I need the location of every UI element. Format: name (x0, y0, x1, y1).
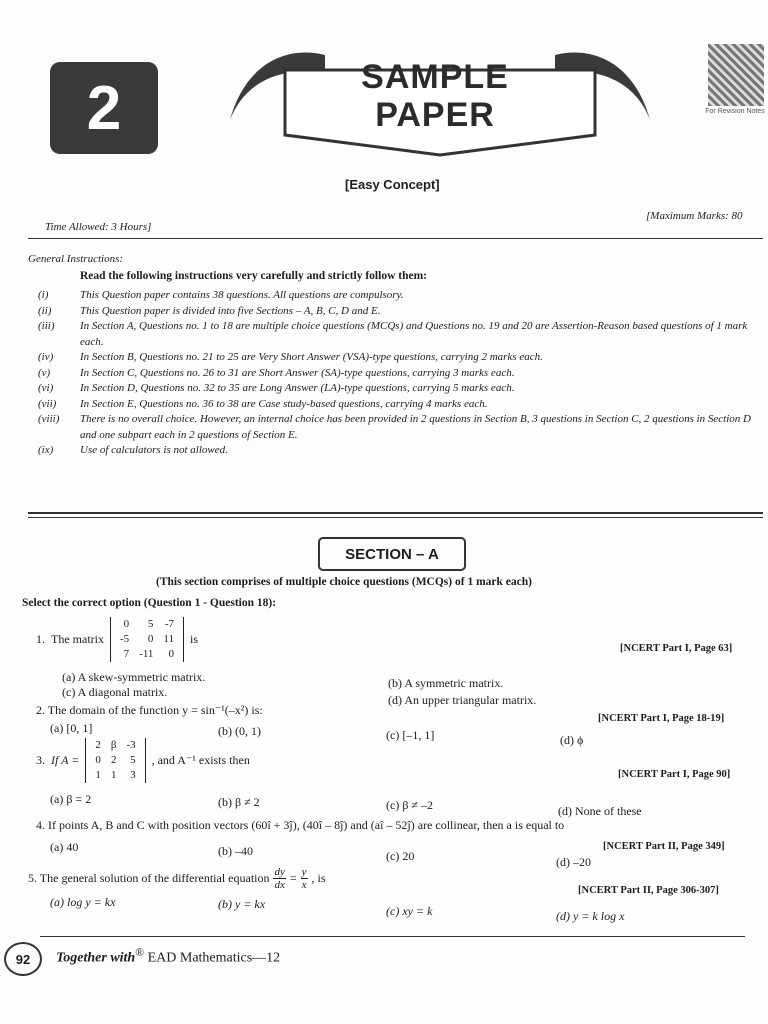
q1-option-c[interactable]: (c) A diagonal matrix. (62, 685, 168, 699)
banner-title (350, 58, 520, 134)
q4-reference: [NCERT Part II, Page 349] (603, 841, 725, 852)
q2-option-c[interactable]: (c) [–1, 1] (386, 728, 435, 742)
q3-number: 3. (36, 753, 45, 767)
instruction-item: (vii) In Section E, Questions no. 36 to 38 are Case study-based questions, carrying 4 marks each. (38, 397, 488, 410)
section-a-heading: SECTION – A (318, 537, 466, 571)
paper-number-badge (50, 62, 158, 154)
question-2: 2. The domain of the function y = sin⁻¹(–x²) is: (36, 703, 263, 717)
q4-option-a[interactable]: (a) 40 (50, 840, 79, 854)
header-divider (28, 238, 763, 239)
question-4: 4. If points A, B and C with position vectors (60î + 3ĵ), (40î – 8ĵ) and (aî – 52ĵ) are collinear, then a is equal to (36, 818, 565, 832)
qr-caption: For Revision Notes (705, 108, 765, 115)
instruction-item: (viii) There is no overall choice. However, an internal choice has been provided in 2 questions in Section B, 3 questions in Section C, 2 questions in Section D and one subpart each in 2 questions of Section E. (38, 413, 751, 441)
q1-matrix: 0 5 -7 -5 0 11 7 -11 0 (110, 617, 184, 662)
paper-number: 2 (86, 73, 122, 143)
instructions-list (38, 288, 760, 459)
footer-brand: Together with (56, 950, 136, 966)
q5-equals: = (289, 871, 297, 885)
instruction-item: (ii) This Question paper is divided into five Sections – A, B, C, D and E. (38, 304, 381, 317)
q1-reference: [NCERT Part I, Page 63] (620, 643, 733, 654)
section-subtitle: (This section comprises of multiple choice questions (MCQs) of 1 mark each) (156, 576, 532, 588)
q5-fraction-yx: $\frac{y}{x}$ (301, 866, 307, 891)
instructions-divider-thin (28, 517, 763, 518)
instruction-item: (vi) In Section D, Questions no. 32 to 35 are Long Answer (LA)-type questions, carrying 5 marks each. (38, 382, 515, 394)
q3-matrix: 2 β -3 0 2 5 1 1 3 (85, 738, 145, 783)
q3-lead: If A = (51, 753, 80, 767)
qr-code[interactable] (708, 44, 764, 106)
q1-option-b[interactable]: (b) A symmetric matrix. (388, 676, 504, 690)
instructions-divider (28, 512, 763, 514)
q5-option-c[interactable]: (c) xy = k (386, 904, 433, 918)
instruction-item: (i) This Question paper contains 38 questions. All questions are compulsory. (38, 289, 404, 301)
footer-book-name: EAD Mathematics—12 (144, 950, 281, 966)
q5-reference: [NCERT Part II, Page 306-307] (578, 885, 719, 896)
max-marks: [Maximum Marks: 80 (646, 210, 743, 222)
question-1 (36, 617, 198, 662)
q2-option-a[interactable]: (a) [0, 1] (50, 721, 93, 735)
question-5 (28, 866, 326, 891)
q2-option-d[interactable]: (d) ϕ (560, 733, 584, 747)
instruction-item: (iii) In Section A, Questions no. 1 to 18 are multiple choice questions (MCQs) and Questions no. 19 and 20 are Assertion-Reason based questions of 1 mark each. (38, 320, 748, 348)
banner-title-line1: SAMPLE (361, 58, 509, 96)
q1-option-d[interactable]: (d) An upper triangular matrix. (388, 693, 537, 707)
instructions-lead: Read the following instructions very carefully and strictly follow them: (80, 270, 427, 282)
q4-option-d[interactable]: (d) –20 (556, 855, 591, 869)
q3-option-b[interactable]: (b) β ≠ 2 (218, 795, 260, 809)
q3-option-d[interactable]: (d) None of these (558, 804, 642, 818)
q2-reference: [NCERT Part I, Page 18-19] (598, 713, 725, 724)
select-option-line: Select the correct option (Question 1 - Question 18): (22, 597, 277, 609)
q4-option-c[interactable]: (c) 20 (386, 849, 415, 863)
banner-title-line2: PAPER (375, 96, 495, 134)
footer-registered-mark: ® (135, 946, 145, 959)
q3-option-a[interactable]: (a) β = 2 (50, 792, 92, 806)
instruction-item: (ix) Use of calculators is not allowed. (38, 444, 228, 456)
q1-number: 1. (36, 632, 45, 646)
q2-option-b[interactable]: (b) (0, 1) (218, 724, 261, 738)
footer-book-title (56, 946, 280, 967)
q3-tail: , and A⁻¹ exists then (151, 753, 250, 767)
q5-tail: , is (311, 871, 326, 885)
q5-option-b[interactable]: (b) y = kx (218, 897, 266, 911)
instruction-item: (iv) In Section B, Questions no. 21 to 25 are Very Short Answer (VSA)-type questions, carrying 2 marks each. (38, 351, 543, 363)
q1-tail: is (190, 632, 199, 646)
instructions-title: General Instructions: (28, 253, 124, 265)
time-allowed: Time Allowed: 3 Hours] (45, 221, 152, 233)
q1-lead: The matrix (51, 632, 104, 646)
q1-option-a[interactable]: (a) A skew-symmetric matrix. (62, 670, 206, 684)
q3-option-c[interactable]: (c) β ≠ –2 (386, 798, 434, 812)
q5-fraction-dydx: $\frac{dy}{dx}$ (274, 866, 285, 891)
question-3 (36, 738, 250, 783)
page-number: 92 (4, 942, 42, 976)
q5-lead: 5. The general solution of the differential equation (28, 871, 270, 885)
concept-label: [Easy Concept] (345, 177, 440, 192)
q5-option-d[interactable]: (d) y = k log x (556, 909, 625, 923)
footer-divider (40, 936, 745, 937)
q4-option-b[interactable]: (b) –40 (218, 844, 253, 858)
q5-option-a[interactable]: (a) log y = kx (50, 895, 116, 909)
q3-reference: [NCERT Part I, Page 90] (618, 769, 731, 780)
instruction-item: (v) In Section C, Questions no. 26 to 31 are Short Answer (SA)-type questions, carrying 3 marks each. (38, 366, 515, 379)
